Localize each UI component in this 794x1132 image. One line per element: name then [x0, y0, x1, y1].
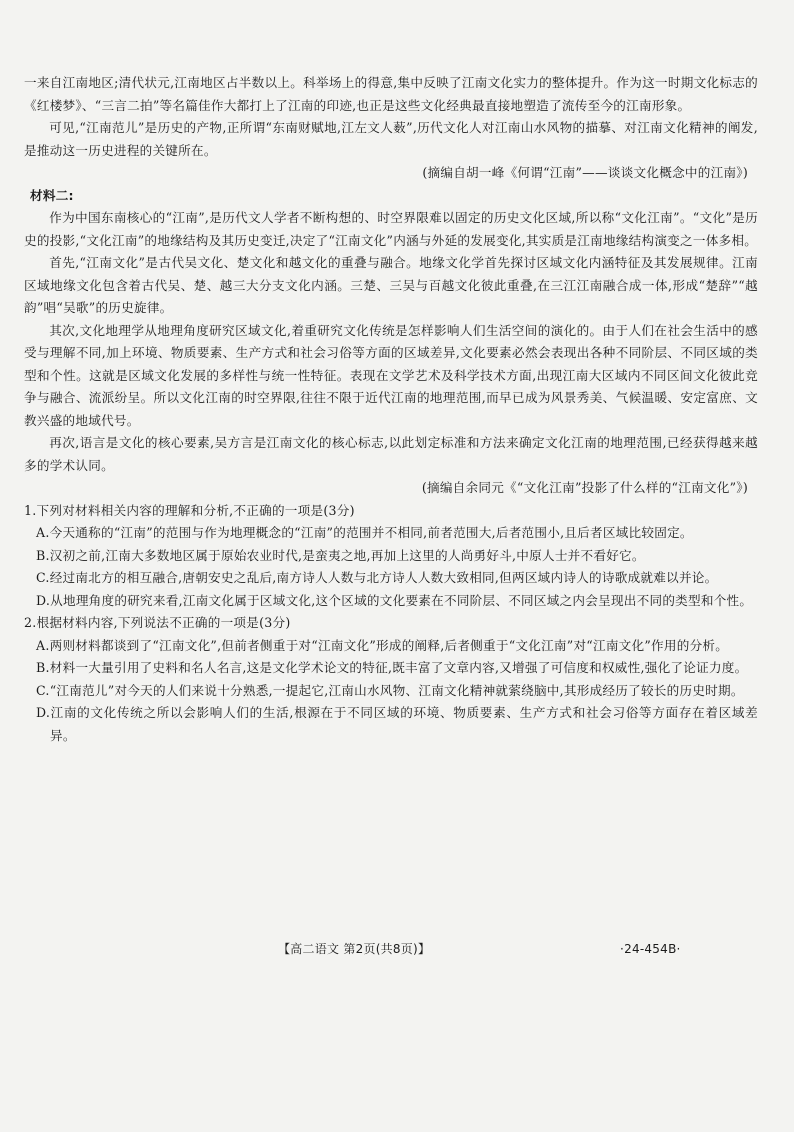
footer-paper-code: ·24-454B·	[620, 942, 681, 956]
question-1-option-c: C.经过南北方的相互融合,唐朝安史之乱后,南方诗人人数与北方诗人人数大致相同,但两区域内诗人的诗歌成就难以并论。	[36, 570, 718, 585]
question-2-option-c: C.“江南范儿”对今天的人们来说十分熟悉,一提起它,江南山水风物、江南文化精神就萦绕脑中,其形成经历了较长的历史时期。	[36, 682, 744, 698]
question-2-option-b: B.材料一大量引用了史料和名人名言,这是文化学术论文的特征,既丰富了文章内容,又增强了可信度和权威性,强化了论证力度。	[36, 660, 748, 675]
passage2-paragraph-1: 作为中国东南核心的“江南”,是历代文人学者不断构想的、时空界限难以固定的历史文化区域,所以称“文化江南”。“文化”是历史的投影,“文化江南”的地缘结构及其历史变迁,决定了“江南文化”内涵与外延的发展变化,其实质是江南地缘结构演变之一体多相。	[24, 210, 758, 248]
footer-page-info: 【高二语文 第2页(共8页)】	[278, 942, 431, 956]
question-2-option-a: A.两则材料都谈到了“江南文化”,但前者侧重于对“江南文化”形成的阐释,后者侧重于“文化江南”对“江南文化”作用的分析。	[36, 637, 729, 653]
passage1-source: (摘编自胡一峰《何谓“江南”——谈谈文化概念中的江南》)	[422, 165, 748, 180]
passage2-paragraph-4: 再次,语言是文化的核心要素,吴方言是江南文化的核心标志,以此划定标准和方法来确定文化江南的地理范围,已经获得越来越多的学术认同。	[24, 435, 758, 473]
passage2-paragraph-2: 首先,“江南文化”是古代吴文化、楚文化和越文化的重叠与融合。地缘文化学首先探讨区域文化内涵特征及其发展规律。江南区域地缘文化包含着古代吴、楚、越三大分支文化内涵。三楚、三吴与百越文化彼此重叠,在三江江南融合成一体,形成“楚辞”“越韵”唱“吴歌”的历史旋律。	[24, 255, 758, 315]
question-1-stem: 1.下列对材料相关内容的理解和分析,不正确的一项是(3分)	[24, 502, 355, 518]
question-2-stem: 2.根据材料内容,下列说法不正确的一项是(3分)	[24, 615, 291, 630]
passage2-paragraph-3: 其次,文化地理学从地理角度研究区域文化,着重研究文化传统是怎样影响人们生活空间的演化的。由于人们在社会生活中的感受与理解不同,加上环境、物质要素、生产方式和社会习俗等方面的区域差异,文化要素必然会表现出各种不同阶层、不同区域的类型和个性。这就是区域文化发展的多样性与统一性特征。表现在文学艺术及科学技术方面,出现江南大区域内不同区间文化彼此竞争与融合、流派纷呈。所以文化江南的时空界限,往往不限于近代江南的地理范围,而早已成为风景秀美、气候温暖、安定富庶、文教兴盛的地域代号。	[24, 322, 758, 428]
question-1-option-d: D.从地理角度的研究来看,江南文化属于区域文化,这个区域的文化要素在不同阶层、不同区域之内会呈现出不同的类型和个性。	[36, 592, 753, 608]
question-2	[24, 612, 758, 747]
question-1-option-b: B.汉初之前,江南大多数地区属于原始农业时代,是蛮夷之地,再加上这里的人尚勇好斗,中原人士并不看好它。	[36, 547, 645, 563]
passage2-heading: 材料二:	[30, 187, 74, 203]
passage1-para-end: 一来自江南地区;清代状元,江南地区占半数以上。科举场上的得意,集中反映了江南文化实力的整体提升。作为这一时期文化标志的《红楼梦》、“三言二拍”等名篇佳作大都打上了江南的印迹,也正是这些文化经典最直接地塑造了流传至今的江南形象。	[24, 75, 758, 113]
question-1	[24, 500, 758, 613]
passage1-conclusion: 可见,“江南范儿”是历史的产物,正所谓“东南财赋地,江左文人薮”,历代文化人对江南山水风物的描摹、对江南文化精神的阐发,是推动这一历史进程的关键所在。	[24, 120, 758, 158]
question-2-option-d: D.江南的文化传统之所以会影响人们的生活,根源在于不同区域的环境、物质要素、生产方式和社会习俗等方面存在着区域差异。	[36, 705, 758, 743]
passage2-source: (摘编自余同元《“文化江南”投影了什么样的“江南文化”》)	[421, 480, 748, 495]
question-1-option-a: A.今天通称的“江南”的范围与作为地理概念的“江南”的范围并不相同,前者范围大,后者范围小,且后者区域比较固定。	[36, 525, 693, 540]
